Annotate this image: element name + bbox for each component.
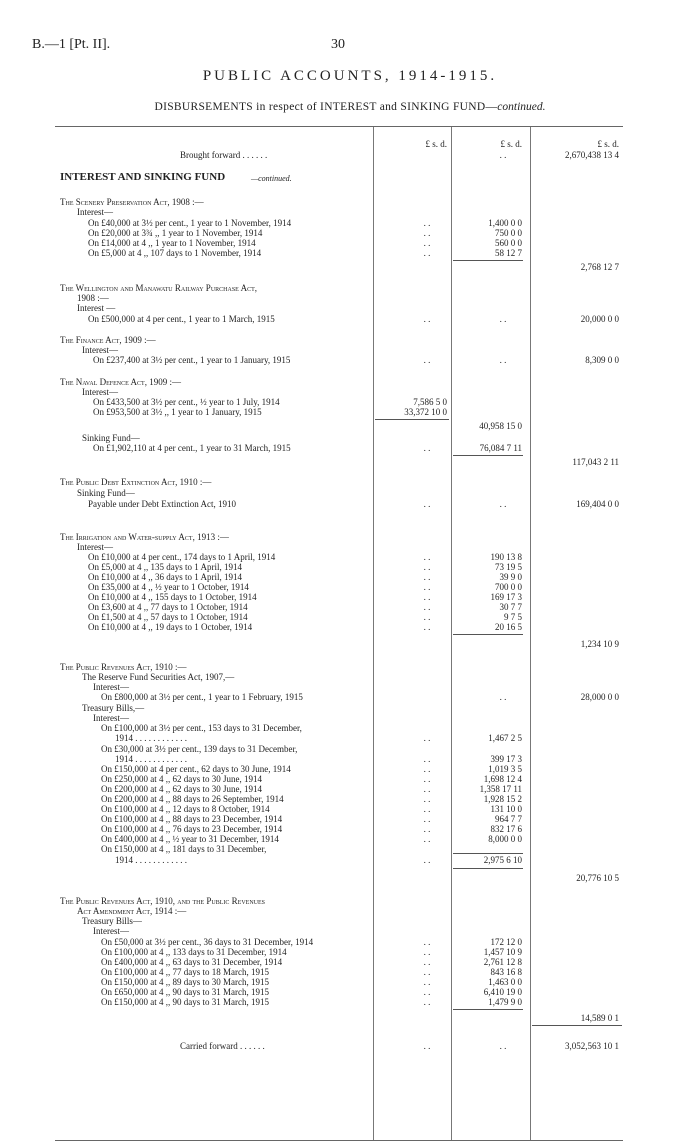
amount: 6,410 19 0 bbox=[483, 987, 522, 997]
list-item: On £100,000 at 4 ,, 133 days to 31 December, 1914 bbox=[101, 947, 287, 957]
dots: . . bbox=[423, 238, 431, 248]
dots: . . bbox=[423, 814, 431, 824]
list-item: On £14,000 at 4 ,, 1 year to 1 November, 1914 bbox=[88, 238, 256, 248]
dots: . . bbox=[423, 987, 431, 997]
dots: . . bbox=[423, 1041, 431, 1051]
treasury-heading: Treasury Bills,— bbox=[82, 703, 145, 713]
sum-rule bbox=[453, 853, 523, 854]
amount: 2,761 12 8 bbox=[483, 957, 522, 967]
revenues-amend-total: 14,589 0 1 bbox=[580, 1013, 619, 1023]
amount: 30 7 7 bbox=[499, 602, 522, 612]
col2-header: £ s. d. bbox=[500, 139, 522, 149]
list-item: On £35,000 at 4 ,, ½ year to 1 October, 1914 bbox=[88, 582, 249, 592]
naval-sub: Interest— bbox=[82, 387, 118, 397]
list-item: On £100,000 at 4 ,, 76 days to 23 December, 1914 bbox=[101, 824, 283, 834]
scenery-sub: Interest— bbox=[77, 207, 113, 217]
amount: 73 19 5 bbox=[495, 562, 522, 572]
dots: . . bbox=[423, 248, 431, 258]
naval-total: 117,043 2 11 bbox=[572, 457, 619, 467]
list-item: On £953,500 at 3½ ,, 1 year to 1 January, 1915 bbox=[93, 407, 262, 417]
amount: 1,358 17 11 bbox=[479, 784, 522, 794]
amount: 20 16 5 bbox=[495, 622, 522, 632]
dots: . . bbox=[423, 582, 431, 592]
dots: . . bbox=[423, 602, 431, 612]
amount: 1,400 0 0 bbox=[488, 218, 522, 228]
dots: . . bbox=[499, 355, 507, 365]
irrigation-heading: The Irrigation and Water-supply Act, 1913 :— bbox=[60, 532, 229, 542]
amount: 1,479 9 0 bbox=[488, 997, 522, 1007]
amount: 131 10 0 bbox=[490, 804, 522, 814]
dots: . . bbox=[423, 612, 431, 622]
list-item: On £200,000 at 4 ,, 62 days to 30 June, 1914 bbox=[101, 784, 262, 794]
list-item: 1914 . . . . . . . . . . . . bbox=[115, 733, 187, 743]
list-item: On £1,902,110 at 4 per cent., 1 year to 31 March, 1915 bbox=[93, 443, 291, 453]
list-item: On £400,000 at 4 ,, ½ year to 31 December, 1914 bbox=[101, 834, 279, 844]
brought-forward-label: Brought forward . . . . . . bbox=[180, 150, 268, 160]
page-reference: B.—1 [Pt. II]. bbox=[32, 37, 111, 52]
dots: . . bbox=[423, 824, 431, 834]
scenery-heading: The Scenery Preservation Act, 1908 :— bbox=[60, 197, 204, 207]
list-item: On £100,000 at 3½ per cent., 153 days to 31 December, bbox=[101, 723, 302, 733]
amount: 1,467 2 5 bbox=[488, 733, 522, 743]
dots: . . bbox=[423, 774, 431, 784]
wellington-total: 20,000 0 0 bbox=[580, 314, 619, 324]
dots: . . bbox=[499, 150, 507, 160]
dots: . . bbox=[423, 834, 431, 844]
list-item: On £5,000 at 4 ,, 135 days to 1 April, 1914 bbox=[88, 562, 242, 572]
list-item: On £100,000 at 4 ,, 77 days to 18 March, 1915 bbox=[101, 967, 269, 977]
finance-sub: Interest— bbox=[82, 345, 118, 355]
list-item: On £100,000 at 4 ,, 12 days to 8 October, 1914 bbox=[101, 804, 270, 814]
dots: . . bbox=[499, 314, 507, 324]
revenues-heading: The Public Revenues Act, 1910 :— bbox=[60, 662, 187, 672]
dots: . . bbox=[423, 622, 431, 632]
ledger-table bbox=[55, 126, 623, 1141]
page-title: PUBLIC ACCOUNTS, 1914-1915. bbox=[202, 68, 498, 84]
dots: . . bbox=[423, 957, 431, 967]
list-item: On £5,000 at 4 ,, 107 days to 1 November, 1914 bbox=[88, 248, 262, 258]
amount: 58 12 7 bbox=[495, 248, 522, 258]
sum-rule bbox=[375, 419, 449, 420]
col1-header: £ s. d. bbox=[425, 139, 447, 149]
dots: . . bbox=[423, 804, 431, 814]
dots: . . bbox=[423, 572, 431, 582]
list-item: 1914 . . . . . . . . . . . . bbox=[115, 855, 187, 865]
list-item: Payable under Debt Extinction Act, 1910 bbox=[88, 499, 236, 509]
amount: 2,975 6 10 bbox=[483, 855, 522, 865]
amount: 1,019 3 5 bbox=[488, 764, 522, 774]
amount: 1,928 15 2 bbox=[483, 794, 522, 804]
dots: . . bbox=[423, 562, 431, 572]
subtitle-italic: continued. bbox=[497, 101, 546, 113]
finance-heading: The Finance Act, 1909 :— bbox=[60, 335, 156, 345]
sum-rule bbox=[453, 868, 523, 869]
amount: 700 0 0 bbox=[495, 582, 522, 592]
list-item: 1914 . . . . . . . . . . . . bbox=[115, 754, 187, 764]
dots: . . bbox=[423, 764, 431, 774]
section-heading bbox=[55, 172, 623, 186]
dots: . . bbox=[499, 1041, 507, 1051]
amount: 169 17 3 bbox=[490, 592, 522, 602]
revenues-amend-sub: Interest— bbox=[93, 926, 129, 936]
amount: 33,372 10 0 bbox=[404, 407, 447, 417]
revenues-amend-heading: The Public Revenues Act, 1910, and the Public Revenues bbox=[60, 896, 266, 906]
list-item: On £10,000 at 4 ,, 155 days to 1 October, 1914 bbox=[88, 592, 257, 602]
irrigation-total: 1,234 10 9 bbox=[580, 639, 619, 649]
list-item: On £150,000 at 4 per cent., 62 days to 30 June, 1914 bbox=[101, 764, 291, 774]
list-item: On £150,000 at 4 ,, 90 days to 31 March, 1915 bbox=[101, 997, 269, 1007]
list-item: On £150,000 at 4 ,, 181 days to 31 December, bbox=[101, 844, 267, 854]
dots: . . bbox=[423, 218, 431, 228]
amount: 8,000 0 0 bbox=[488, 834, 522, 844]
list-item: On £250,000 at 4 ,, 62 days to 30 June, 1914 bbox=[101, 774, 262, 784]
dots: . . bbox=[423, 552, 431, 562]
list-item: On £500,000 at 4 per cent., 1 year to 1 March, 1915 bbox=[88, 314, 275, 324]
list-item: On £10,000 at 4 per cent., 174 days to 1 April, 1914 bbox=[88, 552, 276, 562]
list-item: On £50,000 at 3½ per cent., 36 days to 31 December, 1914 bbox=[101, 937, 314, 947]
sum-rule bbox=[453, 260, 523, 261]
dots: . . bbox=[423, 937, 431, 947]
carried-forward-label: Carried forward . . . . . . bbox=[180, 1041, 265, 1051]
carried-forward-total: 3,052,563 10 1 bbox=[565, 1041, 619, 1051]
dots: . . bbox=[423, 355, 431, 365]
dots: . . bbox=[423, 977, 431, 987]
amount: 39 9 0 bbox=[499, 572, 522, 582]
list-item: On £433,500 at 3½ per cent., ½ year to 1 July, 1914 bbox=[93, 397, 280, 407]
amount: 1,698 12 4 bbox=[483, 774, 522, 784]
list-item: On £1,500 at 4 ,, 57 days to 1 October, 1914 bbox=[88, 612, 248, 622]
list-item: On £20,000 at 3¾ ,, 1 year to 1 November, 1914 bbox=[88, 228, 263, 238]
scenery-total: 2,768 12 7 bbox=[580, 262, 619, 272]
amount: 172 12 0 bbox=[490, 937, 522, 947]
dots: . . bbox=[423, 733, 431, 743]
debt-extinction-sub: Sinking Fund— bbox=[77, 488, 135, 498]
amount: 7,586 5 0 bbox=[413, 397, 447, 407]
col3-header: £ s. d. bbox=[597, 139, 619, 149]
dots: . . bbox=[423, 997, 431, 1007]
sum-rule bbox=[453, 455, 523, 456]
naval-sinking-sub: Sinking Fund— bbox=[82, 433, 140, 443]
dots: . . bbox=[423, 754, 431, 764]
subtitle-main: DISBURSEMENTS in respect of INTEREST and SINKING FUND— bbox=[154, 101, 498, 113]
amount: 190 13 8 bbox=[490, 552, 522, 562]
reserve-heading: The Reserve Fund Securities Act, 1907,— bbox=[82, 672, 235, 682]
list-item: On £150,000 at 4 ,, 89 days to 30 March, 1915 bbox=[101, 977, 269, 987]
wellington-heading: The Wellington and Manawatu Railway Purchase Act, bbox=[60, 283, 257, 293]
list-item: On £650,000 at 4 ,, 90 days to 31 March, 1915 bbox=[101, 987, 269, 997]
brought-forward-total: 2,670,438 13 4 bbox=[565, 150, 619, 160]
list-item: On £800,000 at 3½ per cent., 1 year to 1 February, 1915 bbox=[101, 692, 303, 702]
finance-total: 8,309 0 0 bbox=[585, 355, 619, 365]
revenues-total: 20,776 10 5 bbox=[576, 873, 619, 883]
debt-extinction-heading: The Public Debt Extinction Act, 1910 :— bbox=[60, 477, 212, 487]
wellington-sub: Interest — bbox=[77, 303, 116, 313]
dots: . . bbox=[423, 947, 431, 957]
revenues-amend-treasury: Treasury Bills— bbox=[82, 916, 142, 926]
amount: 964 7 7 bbox=[495, 814, 522, 824]
amount: 750 0 0 bbox=[495, 228, 522, 238]
dots: . . bbox=[423, 784, 431, 794]
naval-heading: The Naval Defence Act, 1909 :— bbox=[60, 377, 181, 387]
dots: . . bbox=[423, 499, 431, 509]
dots: . . bbox=[423, 228, 431, 238]
amount: 1,463 0 0 bbox=[488, 977, 522, 987]
section-heading-bold: INTEREST AND SINKING FUND bbox=[60, 171, 226, 183]
list-item: On £30,000 at 3½ per cent., 139 days to 31 December, bbox=[101, 744, 298, 754]
amount: 843 16 8 bbox=[490, 967, 522, 977]
amount: 1,457 10 9 bbox=[483, 947, 522, 957]
list-item: On £3,600 at 4 ,, 77 days to 1 October, 1914 bbox=[88, 602, 248, 612]
dots: . . bbox=[423, 967, 431, 977]
amount: 9 7 5 bbox=[504, 612, 522, 622]
reserve-total: 28,000 0 0 bbox=[580, 692, 619, 702]
dots: . . bbox=[499, 692, 507, 702]
list-item: On £400,000 at 4 ,, 63 days to 31 December, 1914 bbox=[101, 957, 283, 967]
dots: . . bbox=[423, 592, 431, 602]
sum-rule bbox=[453, 1009, 523, 1010]
debt-extinction-total: 169,404 0 0 bbox=[576, 499, 619, 509]
amount: 76,084 7 11 bbox=[479, 443, 522, 453]
dots: . . bbox=[423, 443, 431, 453]
list-item: On £10,000 at 4 ,, 19 days to 1 October, 1914 bbox=[88, 622, 253, 632]
carried-forward-row bbox=[55, 1041, 623, 1052]
section-heading-italic: —continued. bbox=[251, 174, 292, 183]
wellington-heading-2: 1908 :— bbox=[77, 293, 109, 303]
irrigation-sub: Interest— bbox=[77, 542, 113, 552]
sum-rule bbox=[453, 634, 523, 635]
brought-forward-row bbox=[55, 150, 623, 161]
column-header-row bbox=[55, 139, 623, 150]
amount: 832 17 6 bbox=[490, 824, 522, 834]
dots: . . bbox=[423, 794, 431, 804]
page-subtitle bbox=[0, 101, 700, 113]
sum-rule bbox=[532, 1025, 622, 1026]
list-item: On £237,400 at 3½ per cent., 1 year to 1 January, 1915 bbox=[93, 355, 291, 365]
dots: . . bbox=[423, 855, 431, 865]
list-item: On £40,000 at 3½ per cent., 1 year to 1 November, 1914 bbox=[88, 218, 292, 228]
treasury-sub: Interest— bbox=[93, 713, 129, 723]
page-number: 30 bbox=[331, 37, 345, 52]
revenues-amend-heading-2: Act Amendment Act, 1914 :— bbox=[77, 906, 187, 916]
amount: 560 0 0 bbox=[495, 238, 522, 248]
list-item: On £100,000 at 4 ,, 88 days to 23 December, 1914 bbox=[101, 814, 283, 824]
list-item: On £200,000 at 4 ,, 88 days to 26 September, 1914 bbox=[101, 794, 284, 804]
amount: 399 17 3 bbox=[490, 754, 522, 764]
list-item: On £10,000 at 4 ,, 36 days to 1 April, 1914 bbox=[88, 572, 242, 582]
dots: . . bbox=[423, 314, 431, 324]
dots: . . bbox=[499, 499, 507, 509]
naval-interest-total: 40,958 15 0 bbox=[479, 421, 522, 431]
reserve-sub: Interest— bbox=[93, 682, 129, 692]
